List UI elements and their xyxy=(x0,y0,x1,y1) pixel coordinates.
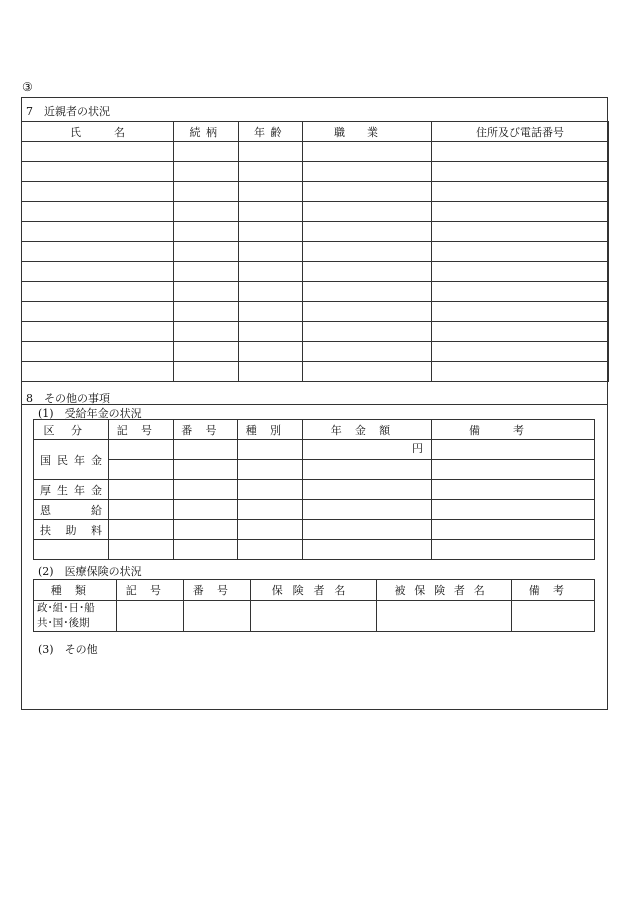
insurance-type-line1: 政･組･日･船 xyxy=(37,602,95,614)
table-cell[interactable] xyxy=(117,601,184,632)
table-cell[interactable] xyxy=(239,162,303,182)
table-cell[interactable] xyxy=(303,460,432,480)
pension-title: (1) 受給年金の状況 xyxy=(38,407,142,420)
table-cell[interactable] xyxy=(432,282,609,302)
table-cell[interactable] xyxy=(22,182,174,202)
pension-label-employee: 厚生年金 xyxy=(34,480,109,500)
table-row xyxy=(22,222,609,242)
table-cell[interactable] xyxy=(174,162,239,182)
table-cell[interactable] xyxy=(238,540,303,560)
insurance-header-symbol: 記号 xyxy=(117,580,184,601)
table-cell[interactable] xyxy=(303,540,432,560)
table-cell[interactable] xyxy=(174,460,238,480)
table-cell[interactable] xyxy=(432,262,609,282)
table-cell[interactable] xyxy=(109,440,174,460)
table-cell[interactable] xyxy=(432,440,595,460)
table-cell[interactable] xyxy=(303,142,432,162)
table-cell[interactable] xyxy=(238,460,303,480)
relatives-table xyxy=(21,121,609,382)
table-cell[interactable] xyxy=(432,322,609,342)
table-row xyxy=(22,242,609,262)
table-cell[interactable] xyxy=(174,242,239,262)
table-row xyxy=(22,142,609,162)
table-cell[interactable] xyxy=(22,282,174,302)
table-row xyxy=(22,262,609,282)
insurance-table xyxy=(33,579,595,632)
table-cell[interactable] xyxy=(432,242,609,262)
table-cell[interactable] xyxy=(22,142,174,162)
table-cell[interactable] xyxy=(432,222,609,242)
table-cell[interactable] xyxy=(432,500,595,520)
table-cell[interactable] xyxy=(238,500,303,520)
table-cell[interactable] xyxy=(239,262,303,282)
table-cell[interactable] xyxy=(432,342,609,362)
table-cell[interactable] xyxy=(239,242,303,262)
table-cell[interactable] xyxy=(22,242,174,262)
insurance-header-insured: 被保険者名 xyxy=(377,580,512,601)
header-occupation: 職業 xyxy=(303,122,432,142)
table-cell[interactable] xyxy=(512,601,595,632)
table-cell[interactable] xyxy=(174,480,238,500)
table-cell[interactable] xyxy=(303,182,432,202)
table-cell[interactable] xyxy=(238,440,303,460)
table-cell[interactable] xyxy=(109,480,174,500)
table-row xyxy=(22,182,609,202)
pension-header-row xyxy=(34,420,595,440)
table-cell[interactable] xyxy=(184,601,251,632)
table-row xyxy=(22,162,609,182)
table-cell[interactable] xyxy=(109,540,174,560)
pension-header-type: 種別 xyxy=(238,420,303,440)
table-row xyxy=(22,202,609,222)
table-cell[interactable] xyxy=(22,162,174,182)
yen-unit: 円 xyxy=(303,440,432,460)
table-cell[interactable] xyxy=(303,162,432,182)
insurance-type-cell xyxy=(34,601,117,632)
table-cell[interactable] xyxy=(174,440,238,460)
table-cell[interactable] xyxy=(432,362,609,382)
pension-row-onkyu xyxy=(34,500,595,520)
table-cell[interactable] xyxy=(174,282,239,302)
pension-label-national: 国民年金 xyxy=(34,440,109,480)
table-cell[interactable] xyxy=(22,222,174,242)
table-cell[interactable] xyxy=(303,242,432,262)
pension-row-national-b xyxy=(34,460,595,480)
header-relation: 続柄 xyxy=(174,122,239,142)
relatives-header-row xyxy=(22,122,609,142)
pension-header-remarks: 備考 xyxy=(432,420,595,440)
table-cell[interactable] xyxy=(174,520,238,540)
insurance-header-remarks: 備考 xyxy=(512,580,595,601)
table-cell[interactable] xyxy=(238,520,303,540)
pension-header-category: 区分 xyxy=(34,420,109,440)
table-cell[interactable] xyxy=(239,362,303,382)
table-cell[interactable] xyxy=(303,302,432,322)
table-row xyxy=(22,282,609,302)
pension-row-blank xyxy=(34,540,595,560)
table-cell[interactable] xyxy=(432,480,595,500)
pension-header-symbol: 記号 xyxy=(109,420,174,440)
table-cell[interactable] xyxy=(22,302,174,322)
table-cell[interactable] xyxy=(303,222,432,242)
table-cell[interactable] xyxy=(239,142,303,162)
table-row xyxy=(22,342,609,362)
pension-header-number: 番号 xyxy=(174,420,238,440)
header-age: 年齢 xyxy=(239,122,303,142)
table-cell[interactable] xyxy=(432,460,595,480)
insurance-type-line2: 共･国･後期 xyxy=(37,617,90,629)
table-cell[interactable] xyxy=(239,222,303,242)
table-cell[interactable] xyxy=(239,202,303,222)
pension-label-onkyu: 恩給 xyxy=(34,500,109,520)
table-cell[interactable] xyxy=(239,322,303,342)
insurance-data-row xyxy=(34,601,595,632)
pension-header-amount: 年金額 xyxy=(303,420,432,440)
header-name: 氏 名 xyxy=(22,122,174,142)
table-row xyxy=(22,302,609,322)
table-cell[interactable] xyxy=(109,460,174,480)
table-cell[interactable] xyxy=(22,262,174,282)
table-cell[interactable] xyxy=(432,182,609,202)
table-cell[interactable] xyxy=(432,540,595,560)
table-cell[interactable] xyxy=(22,342,174,362)
table-cell[interactable] xyxy=(174,262,239,282)
table-cell[interactable] xyxy=(303,262,432,282)
table-cell[interactable] xyxy=(109,500,174,520)
pension-row-fujoryo xyxy=(34,520,595,540)
insurance-header-number: 番号 xyxy=(184,580,251,601)
table-cell[interactable] xyxy=(303,342,432,362)
table-cell[interactable] xyxy=(303,282,432,302)
table-cell[interactable] xyxy=(251,601,377,632)
table-cell[interactable] xyxy=(432,302,609,322)
table-cell[interactable] xyxy=(174,500,238,520)
table-cell[interactable] xyxy=(239,342,303,362)
table-cell[interactable] xyxy=(239,282,303,302)
table-cell[interactable] xyxy=(109,520,174,540)
table-cell[interactable] xyxy=(432,202,609,222)
table-cell[interactable] xyxy=(239,182,303,202)
table-cell[interactable] xyxy=(303,202,432,222)
section7-title: 7 近親者の状況 xyxy=(26,105,110,118)
table-cell[interactable] xyxy=(34,540,109,560)
table-cell[interactable] xyxy=(239,302,303,322)
table-cell[interactable] xyxy=(174,540,238,560)
table-cell[interactable] xyxy=(22,322,174,342)
table-cell[interactable] xyxy=(22,202,174,222)
header-address-phone: 住所及び電話番号 xyxy=(432,122,609,142)
table-cell[interactable] xyxy=(174,202,239,222)
table-cell[interactable] xyxy=(377,601,512,632)
table-cell[interactable] xyxy=(174,182,239,202)
table-cell[interactable] xyxy=(432,142,609,162)
insurance-title: (2) 医療保険の状況 xyxy=(38,565,142,578)
table-cell[interactable] xyxy=(174,302,239,322)
table-cell[interactable] xyxy=(303,500,432,520)
table-cell[interactable] xyxy=(174,222,239,242)
insurance-header-type: 種類 xyxy=(34,580,117,601)
table-cell[interactable] xyxy=(174,142,239,162)
table-row xyxy=(22,362,609,382)
insurance-header-row xyxy=(34,580,595,601)
pension-row-national-a xyxy=(34,440,595,460)
table-cell[interactable] xyxy=(303,480,432,500)
table-cell[interactable] xyxy=(174,322,239,342)
pension-label-fujoryo: 扶助料 xyxy=(34,520,109,540)
table-cell[interactable] xyxy=(238,480,303,500)
table-cell[interactable] xyxy=(174,362,239,382)
insurance-header-insurer: 保険者名 xyxy=(251,580,377,601)
table-cell[interactable] xyxy=(22,362,174,382)
table-cell[interactable] xyxy=(174,342,239,362)
pension-row-employee xyxy=(34,480,595,500)
table-row xyxy=(22,322,609,342)
table-cell[interactable] xyxy=(303,362,432,382)
table-cell[interactable] xyxy=(303,520,432,540)
pension-table xyxy=(33,419,595,560)
other-title: (3) その他 xyxy=(38,643,98,656)
section8-title: 8 その他の事項 xyxy=(26,392,110,405)
page-mark: ③ xyxy=(22,80,33,94)
table-cell[interactable] xyxy=(303,322,432,342)
table-cell[interactable] xyxy=(432,162,609,182)
table-cell[interactable] xyxy=(432,520,595,540)
